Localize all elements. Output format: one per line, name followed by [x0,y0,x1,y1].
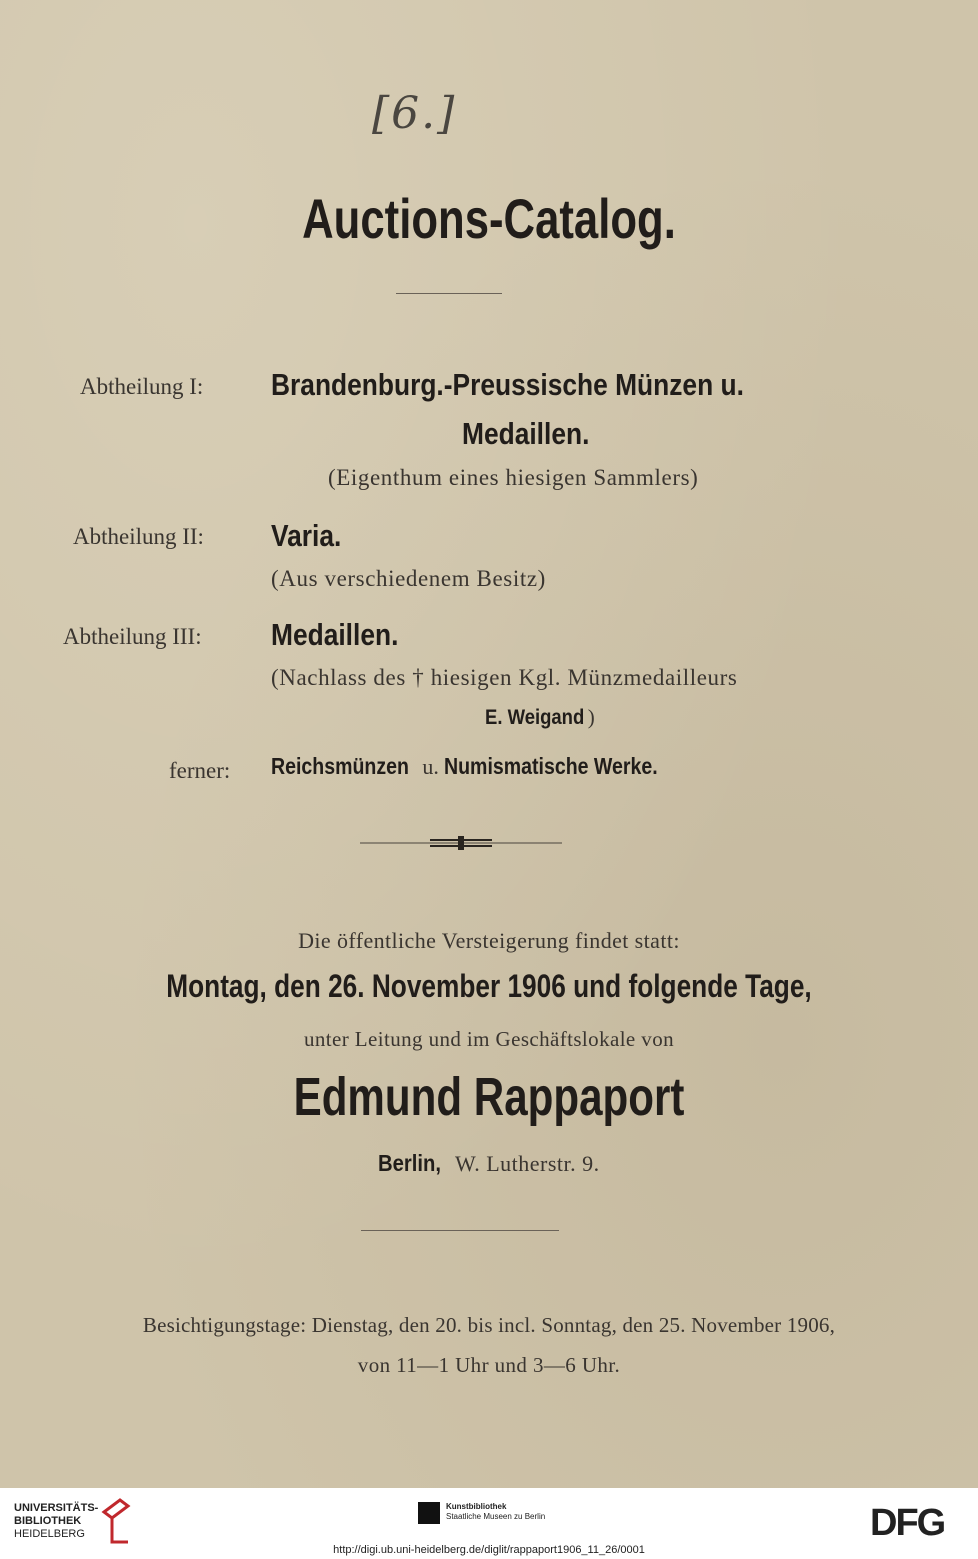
ferner-item-2: Numismatische Werke. [444,753,658,779]
ferner-line [271,753,695,780]
source-url[interactable]: http://digi.ub.uni-heidelberg.de/diglit/rappaport1906_11_26/0001 [333,1544,645,1556]
section-2-note: (Aus verschiedenem Besitz) [271,566,546,591]
divider-short [396,293,502,294]
auction-date: Montag, den 26. November 1906 und folgende Tage, [166,968,812,1004]
digitization-footer [0,1488,978,1559]
divider-long [361,1230,559,1231]
section-1-note: (Eigenthum eines hiesigen Sammlers) [328,465,699,490]
library-line-1: UNIVERSITÄTS- [14,1502,99,1514]
kunstbibliothek-text [446,1502,545,1522]
street-address: W. Lutherstr. 9. [454,1151,600,1176]
section-3-heading: Medaillen. [271,617,399,652]
dfg-logo: DFG [870,1502,945,1544]
engraver-name: E. Weigand [485,706,585,729]
viewing-days: Besichtigungstage: Dienstag, den 20. bis incl. Sonntag, den 25. November 1906, [142,1313,836,1337]
section-1-heading-line2: Medaillen. [462,416,590,451]
auctioneer-name: Edmund Rappaport [293,1067,685,1127]
section-2-label: Abtheilung II: [73,524,204,549]
ferner-conj: u. [422,754,439,779]
handwritten-shelf-note: [6.] [372,88,457,139]
library-logo-icon [98,1498,138,1544]
auction-intro: Die öffentliche Versteigerung findet statt: [298,928,680,953]
section-3-note-line2 [485,705,595,730]
section-1-heading-line1: Brandenburg.-Preussische Münzen u. [271,367,744,402]
page-title: Auctions-Catalog. [302,187,676,250]
library-line-2: BIBLIOTHEK [14,1515,82,1527]
library-line-3: HEIDELBERG [14,1528,85,1540]
ferner-item-1: Reichsmünzen [271,753,409,779]
section-2-heading: Varia. [271,518,342,553]
kunstbibliothek-logo-icon [418,1502,440,1524]
paren-close: ) [587,705,595,729]
auctioneer-address [0,1150,978,1177]
kb-line-2: Staatliche Museen zu Berlin [446,1512,546,1521]
ornament-divider [360,832,562,854]
section-1-label: Abtheilung I: [80,374,204,399]
ferner-label: ferner: [169,758,231,783]
library-logo-text [14,1502,98,1541]
section-3-note-line1: (Nachlass des † hiesigen Kgl. Münzmedailleurs [271,665,738,690]
viewing-hours: von 11—1 Uhr und 3—6 Uhr. [357,1353,621,1377]
section-3-label: Abtheilung III: [63,624,202,649]
city: Berlin, [378,1150,442,1176]
kb-line-1: Kunstbibliothek [446,1502,507,1511]
auction-under: unter Leitung und im Geschäftslokale von [304,1027,674,1051]
